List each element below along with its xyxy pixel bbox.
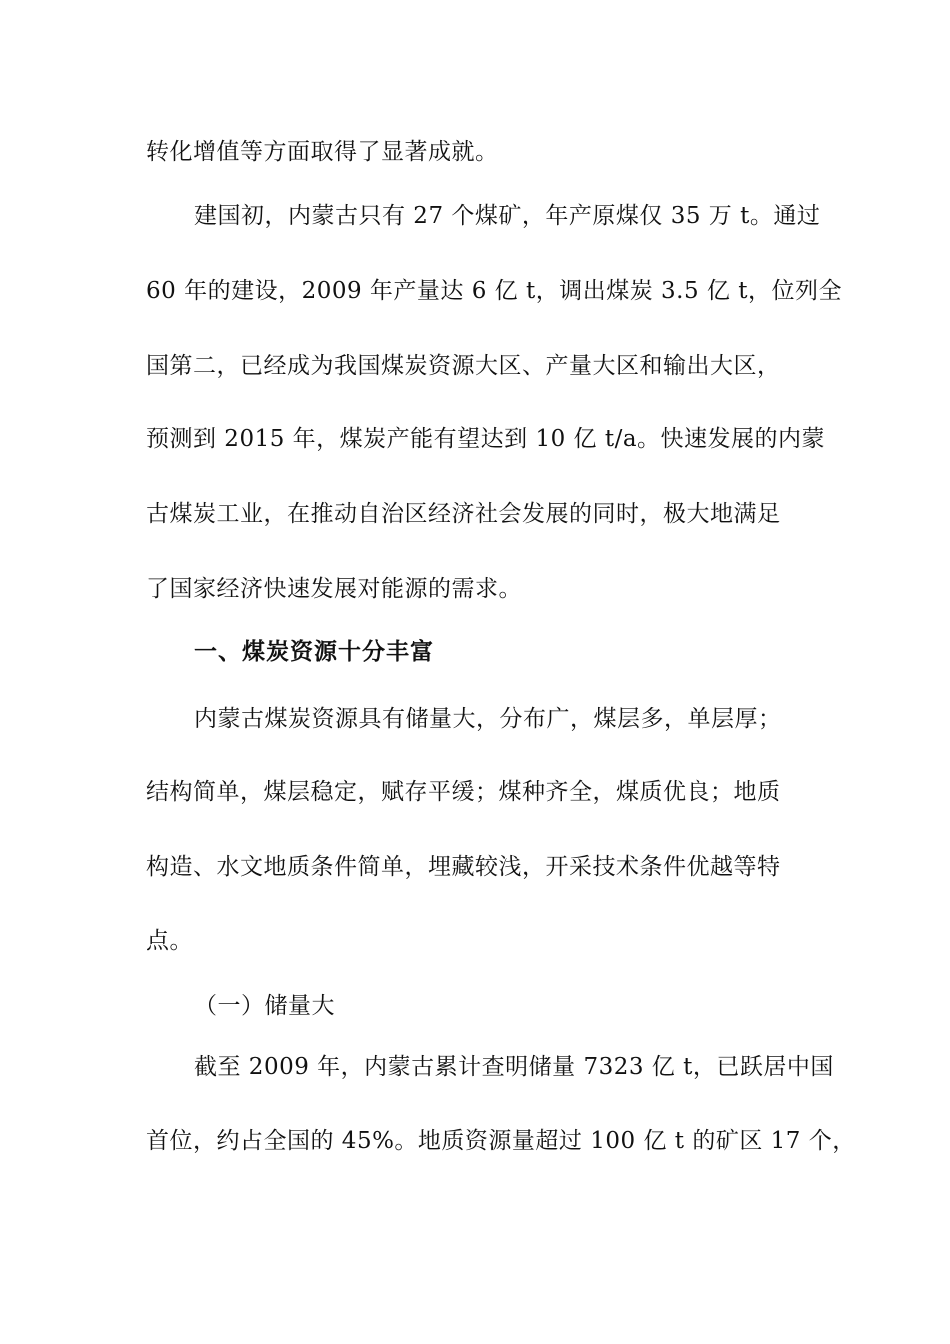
paragraph-line: 首位，约占全国的 45%。地质资源量超过 100 亿 t 的矿区 17 个， [146, 1128, 856, 1154]
subsection-heading: （一）储量大 [194, 993, 335, 1019]
paragraph-line: 了国家经济快速发展对能源的需求。 [146, 576, 522, 602]
paragraph-line: 国第二，已经成为我国煤炭资源大区、产量大区和输出大区， [146, 353, 781, 379]
paragraph-line: 构造、水文地质条件简单，埋藏较浅，开采技术条件优越等特 [146, 854, 781, 880]
section-heading: 一、煤炭资源十分丰富 [194, 639, 434, 665]
paragraph-line: 古煤炭工业，在推动自治区经济社会发展的同时，极大地满足 [146, 501, 781, 527]
paragraph-line: 点。 [146, 928, 193, 954]
paragraph-line: 截至 2009 年，内蒙古累计查明储量 7323 亿 t，已跃居中国 [194, 1054, 834, 1080]
paragraph-line: 60 年的建设，2009 年产量达 6 亿 t，调出煤炭 3.5 亿 t，位列全 [146, 278, 842, 304]
paragraph-line: 结构简单，煤层稳定，赋存平缓；煤种齐全，煤质优良；地质 [146, 779, 781, 805]
paragraph-line: 预测到 2015 年，煤炭产能有望达到 10 亿 t/a。快速发展的内蒙 [146, 426, 826, 452]
paragraph-line: 内蒙古煤炭资源具有储量大，分布广，煤层多，单层厚； [194, 706, 782, 732]
paragraph-line: 建国初，内蒙古只有 27 个煤矿，年产原煤仅 35 万 t。通过 [194, 203, 821, 229]
paragraph-line: 转化增值等方面取得了显著成就。 [146, 139, 499, 165]
